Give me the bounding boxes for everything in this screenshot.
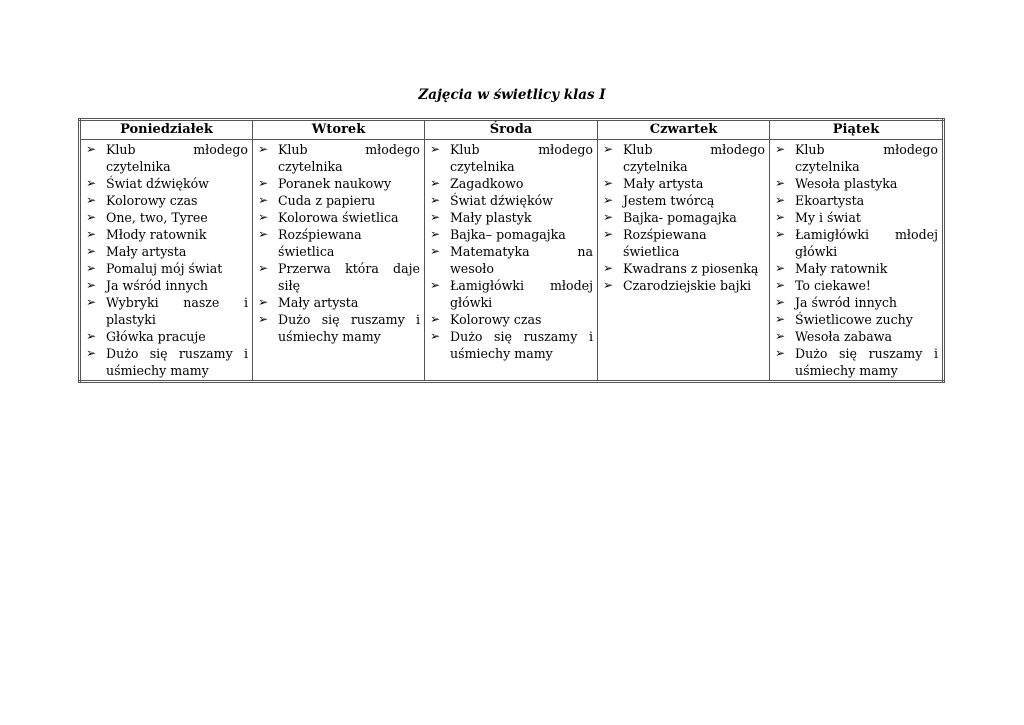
arrow-bullet-icon: ➢: [603, 176, 614, 190]
activity-label: Cuda z papieru: [278, 193, 376, 208]
activity-label: Dużo się ruszamy i uśmiechy mamy: [450, 329, 593, 361]
arrow-bullet-icon: ➢: [775, 346, 786, 360]
day-cell: [425, 140, 598, 382]
list-item: [430, 141, 593, 175]
arrow-bullet-icon: ➢: [430, 142, 441, 156]
list-item: [258, 192, 420, 209]
list-item: [258, 209, 420, 226]
list-item: [258, 175, 420, 192]
activity-label: Mały artysta: [623, 176, 704, 191]
list-item: [258, 311, 420, 345]
arrow-bullet-icon: ➢: [86, 193, 97, 207]
list-item: [86, 260, 248, 277]
list-item: [258, 260, 420, 294]
arrow-bullet-icon: ➢: [430, 193, 441, 207]
list-item: [86, 226, 248, 243]
arrow-bullet-icon: ➢: [86, 278, 97, 292]
arrow-bullet-icon: ➢: [775, 261, 786, 275]
activity-label: Klub młodego czytelnika: [450, 142, 593, 174]
activity-list: [770, 140, 942, 380]
arrow-bullet-icon: ➢: [86, 176, 97, 190]
page-title: Zajęcia w świetlicy klas I: [418, 87, 606, 103]
arrow-bullet-icon: ➢: [258, 312, 269, 326]
activity-label: Młody ratownik: [106, 227, 207, 242]
list-item: [603, 141, 765, 175]
list-item: [430, 311, 593, 328]
list-item: [775, 311, 938, 328]
activity-label: Pomaluj mój świat: [106, 261, 223, 276]
list-item: [86, 243, 248, 260]
list-item: [258, 294, 420, 311]
arrow-bullet-icon: ➢: [430, 312, 441, 326]
arrow-bullet-icon: ➢: [86, 227, 97, 241]
arrow-bullet-icon: ➢: [430, 227, 441, 241]
list-item: [775, 277, 938, 294]
activity-label: Dużo się ruszamy i uśmiechy mamy: [795, 346, 938, 378]
arrow-bullet-icon: ➢: [258, 295, 269, 309]
list-item: [86, 141, 248, 175]
arrow-bullet-icon: ➢: [603, 142, 614, 156]
activity-label: Kolorowy czas: [106, 193, 198, 208]
activity-label: Zagadkowo: [450, 176, 524, 191]
activity-label: Przerwa która daje siłę: [278, 261, 420, 293]
arrow-bullet-icon: ➢: [430, 278, 441, 292]
activity-label: Wybryki nasze i plastyki: [106, 295, 248, 327]
list-item: [775, 345, 938, 379]
activity-label: Rozśpiewana świetlica: [623, 227, 707, 259]
activity-label: One, two, Tyree: [106, 210, 208, 225]
activities-row: [80, 140, 944, 382]
activity-label: Ja wśród innych: [106, 278, 208, 293]
activity-label: Jestem twórcą: [623, 193, 715, 208]
list-item: [775, 141, 938, 175]
list-item: [603, 226, 765, 260]
schedule-table: [78, 118, 945, 383]
activity-label: Świetlicowe zuchy: [795, 312, 913, 327]
list-item: [86, 345, 248, 379]
arrow-bullet-icon: ➢: [258, 210, 269, 224]
arrow-bullet-icon: ➢: [86, 261, 97, 275]
list-item: [603, 209, 765, 226]
arrow-bullet-icon: ➢: [258, 193, 269, 207]
arrow-bullet-icon: ➢: [258, 261, 269, 275]
list-item: [258, 226, 420, 260]
arrow-bullet-icon: ➢: [603, 278, 614, 292]
activity-label: Łamigłówki młodej główki: [795, 227, 938, 259]
list-item: [86, 294, 248, 328]
activity-label: Mały artysta: [106, 244, 187, 259]
activity-label: Łamigłówki młodej główki: [450, 278, 593, 310]
list-item: [775, 192, 938, 209]
activity-label: Wesoła zabawa: [795, 329, 893, 344]
activity-label: Dużo się ruszamy i uśmiechy mamy: [278, 312, 420, 344]
activity-label: Świat dźwięków: [106, 176, 209, 191]
activity-label: Wesoła plastyka: [795, 176, 898, 191]
list-item: [430, 277, 593, 311]
list-item: [775, 209, 938, 226]
arrow-bullet-icon: ➢: [430, 210, 441, 224]
list-item: [775, 226, 938, 260]
day-cell: [253, 140, 425, 382]
activity-label: Poranek naukowy: [278, 176, 392, 191]
list-item: [775, 294, 938, 311]
activity-label: Klub młodego czytelnika: [278, 142, 420, 174]
day-header: Czwartek: [598, 120, 770, 140]
activity-label: Kolorowy czas: [450, 312, 542, 327]
activity-label: Główka pracuje: [106, 329, 206, 344]
arrow-bullet-icon: ➢: [603, 210, 614, 224]
list-item: [775, 328, 938, 345]
activity-label: Klub młodego czytelnika: [106, 142, 248, 174]
list-item: [430, 192, 593, 209]
activity-list: [253, 140, 424, 346]
day-header: Środa: [425, 120, 598, 140]
arrow-bullet-icon: ➢: [258, 176, 269, 190]
list-item: [603, 260, 765, 277]
activity-label: Mały ratownik: [795, 261, 888, 276]
arrow-bullet-icon: ➢: [430, 244, 441, 258]
day-header: Wtorek: [253, 120, 425, 140]
arrow-bullet-icon: ➢: [775, 329, 786, 343]
activity-label: Ja śwród innych: [795, 295, 897, 310]
list-item: [430, 209, 593, 226]
activity-label: Mały plastyk: [450, 210, 532, 225]
list-item: [775, 260, 938, 277]
day-header: Piątek: [770, 120, 944, 140]
arrow-bullet-icon: ➢: [86, 329, 97, 343]
activity-label: Dużo się ruszamy i uśmiechy mamy: [106, 346, 248, 378]
arrow-bullet-icon: ➢: [603, 227, 614, 241]
arrow-bullet-icon: ➢: [86, 142, 97, 156]
list-item: [430, 243, 593, 277]
activity-list: [598, 140, 769, 295]
list-item: [430, 226, 593, 243]
day-header: Poniedziałek: [80, 120, 253, 140]
list-item: [430, 175, 593, 192]
list-item: [603, 277, 765, 294]
arrow-bullet-icon: ➢: [775, 278, 786, 292]
activity-list: [81, 140, 252, 380]
arrow-bullet-icon: ➢: [775, 210, 786, 224]
list-item: [86, 328, 248, 345]
arrow-bullet-icon: ➢: [603, 193, 614, 207]
header-row: [80, 120, 944, 140]
activity-label: Świat dźwięków: [450, 193, 553, 208]
activity-label: Bajka– pomagajka: [450, 227, 566, 242]
activity-label: Kolorowa świetlica: [278, 210, 399, 225]
activity-label: Ekoartysta: [795, 193, 865, 208]
arrow-bullet-icon: ➢: [86, 295, 97, 309]
activity-label: Czarodziejskie bajki: [623, 278, 752, 293]
arrow-bullet-icon: ➢: [775, 227, 786, 241]
arrow-bullet-icon: ➢: [775, 312, 786, 326]
arrow-bullet-icon: ➢: [430, 329, 441, 343]
arrow-bullet-icon: ➢: [603, 261, 614, 275]
arrow-bullet-icon: ➢: [258, 227, 269, 241]
list-item: [603, 175, 765, 192]
activity-label: Klub młodego czytelnika: [623, 142, 765, 174]
list-item: [258, 141, 420, 175]
activity-label: My i świat: [795, 210, 861, 225]
activity-list: [425, 140, 597, 363]
list-item: [775, 175, 938, 192]
day-cell: [770, 140, 944, 382]
list-item: [86, 192, 248, 209]
arrow-bullet-icon: ➢: [775, 142, 786, 156]
arrow-bullet-icon: ➢: [430, 176, 441, 190]
list-item: [86, 175, 248, 192]
day-cell: [80, 140, 253, 382]
arrow-bullet-icon: ➢: [775, 176, 786, 190]
arrow-bullet-icon: ➢: [86, 244, 97, 258]
arrow-bullet-icon: ➢: [86, 210, 97, 224]
list-item: [603, 192, 765, 209]
activity-label: Mały artysta: [278, 295, 359, 310]
list-item: [430, 328, 593, 362]
activity-label: Kwadrans z piosenką: [623, 261, 759, 276]
list-item: [86, 277, 248, 294]
activity-label: Matematyka na wesoło: [450, 244, 593, 276]
arrow-bullet-icon: ➢: [775, 193, 786, 207]
activity-label: Klub młodego czytelnika: [795, 142, 938, 174]
activity-label: To ciekawe!: [795, 278, 871, 293]
list-item: [86, 209, 248, 226]
arrow-bullet-icon: ➢: [775, 295, 786, 309]
arrow-bullet-icon: ➢: [86, 346, 97, 360]
arrow-bullet-icon: ➢: [258, 142, 269, 156]
activity-label: Rozśpiewana świetlica: [278, 227, 362, 259]
activity-label: Bajka- pomagajka: [623, 210, 737, 225]
day-cell: [598, 140, 770, 382]
